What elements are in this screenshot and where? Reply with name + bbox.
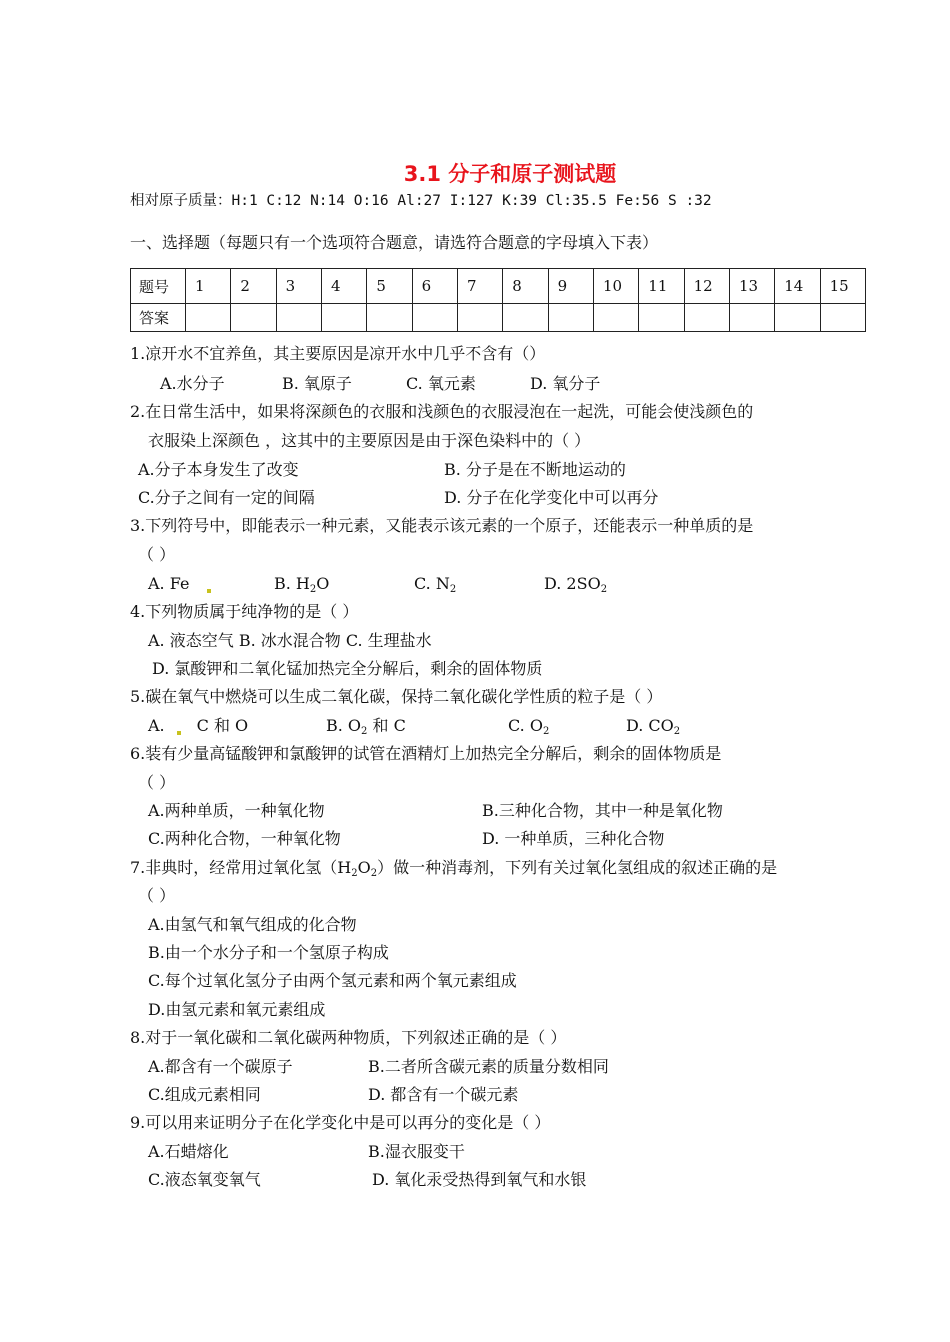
- q3-d-text: D. 2SO: [544, 574, 601, 593]
- q3-c-sub: 2: [449, 584, 457, 595]
- table-head-answer: 答案: [131, 304, 186, 332]
- question-4-stem: 4.下列物质属于纯净物的是（ ）: [130, 602, 359, 621]
- q7-sub-1: 2: [351, 868, 358, 879]
- q5-d-text: D. CO: [626, 716, 674, 735]
- q2-option-a: A.分子本身发生了改变: [138, 460, 299, 479]
- answer-cell[interactable]: [684, 304, 729, 332]
- table-cell: 5: [367, 269, 412, 304]
- q2-option-d: D. 分子在化学变化中可以再分: [444, 488, 659, 507]
- q9-option-d: D. 氧化汞受热得到氧气和水银: [372, 1170, 587, 1189]
- q6-option-d: D. 一种单质，三种化合物: [482, 829, 665, 848]
- q3-c-text: C. N: [414, 574, 450, 593]
- question-9-stem: 9.可以用来证明分子在化学变化中是可以再分的变化是（ ）: [130, 1113, 551, 1132]
- table-head-number: 题号: [131, 269, 186, 304]
- highlight-mark: [207, 589, 211, 593]
- table-cell: 3: [276, 269, 321, 304]
- table-row: [131, 304, 866, 332]
- q3-option-b: [274, 573, 329, 601]
- question-8-stem: 8.对于一氧化碳和二氧化碳两种物质，下列叙述正确的是（ ）: [130, 1028, 567, 1047]
- q6-option-c: C.两种化合物，一种氧化物: [148, 829, 341, 848]
- q8-option-c: C.组成元素相同: [148, 1085, 261, 1104]
- atomic-masses: 相对原子质量：H:1 C:12 N:14 O:16 Al:27 I:127 K:39 Cl:35.5 Fe:56 S :32: [130, 193, 712, 209]
- q5-a-label: A.: [148, 716, 165, 735]
- q5-b-text: B. O: [326, 716, 362, 735]
- q1-option-b: B. 氧原子: [282, 374, 352, 393]
- q5-a-text: C 和 O: [196, 716, 249, 735]
- question-3-stem: 3.下列符号中，即能表示一种元素，又能表示该元素的一个原子，还能表示一种单质的是: [130, 516, 754, 535]
- question-2-stem-cont: 衣服染上深颜色 ，这其中的主要原因是由于深色染料中的（ ）: [148, 431, 591, 450]
- table-cell: 4: [321, 269, 366, 304]
- question-7-stem-cont: （ ）: [138, 886, 176, 905]
- q5-option-a: [148, 715, 248, 737]
- q3-d-sub: 2: [600, 584, 608, 595]
- q5-option-b: [326, 715, 406, 743]
- q5-option-c: [508, 715, 549, 743]
- question-7-stem: [130, 857, 777, 885]
- table-cell: 13: [729, 269, 774, 304]
- q9-option-c: C.液态氧变氧气: [148, 1170, 261, 1189]
- question-6-stem-cont: （ ）: [138, 773, 176, 792]
- q2-option-b: B. 分子是在不断地运动的: [444, 460, 626, 479]
- table-cell: 12: [684, 269, 729, 304]
- q5-d-sub: 2: [673, 726, 681, 737]
- q7-option-a: A.由氢气和氧气组成的化合物: [148, 915, 357, 934]
- answer-cell[interactable]: [729, 304, 774, 332]
- table-cell: 7: [457, 269, 502, 304]
- answer-cell[interactable]: [457, 304, 502, 332]
- page-title: 3.1 分子和原子测试题: [403, 162, 617, 186]
- answer-cell[interactable]: [639, 304, 684, 332]
- q6-option-b: B.三种化合物，其中一种是氧化物: [482, 801, 723, 820]
- section-heading: 一、选择题（每题只有一个选项符合题意，请选符合题意的字母填入下表）: [130, 233, 659, 252]
- question-2-stem: 2.在日常生活中，如果将深颜色的衣服和浅颜色的衣服浸泡在一起洗，可能会使浅颜色的: [130, 402, 754, 421]
- table-cell: 2: [231, 269, 276, 304]
- q7-option-c: C.每个过氧化氢分子由两个氢元素和两个氧元素组成: [148, 971, 517, 990]
- q1-option-a: A.水分子: [160, 374, 225, 393]
- q6-option-a: A.两种单质，一种氧化物: [148, 801, 325, 820]
- answer-table: [130, 268, 866, 332]
- question-5-stem: 5.碳在氧气中燃烧可以生成二氧化碳，保持二氧化碳化学性质的粒子是（ ）: [130, 687, 663, 706]
- q7-stem-c: ）做一种消毒剂，下列有关过氧化氢组成的叙述正确的是: [377, 858, 778, 877]
- table-cell: 9: [548, 269, 593, 304]
- q9-option-a: A.石蜡熔化: [148, 1142, 229, 1161]
- table-cell: 15: [820, 269, 865, 304]
- question-6-stem: 6.装有少量高锰酸钾和氯酸钾的试管在酒精灯上加热完全分解后，剩余的固体物质是: [130, 744, 722, 763]
- table-cell: 14: [775, 269, 820, 304]
- q5-b-sub: 2: [361, 726, 368, 737]
- answer-cell[interactable]: [775, 304, 820, 332]
- q7-stem-b: O: [357, 858, 371, 877]
- highlight-mark: [177, 731, 181, 735]
- q3-b-post: O: [316, 574, 330, 593]
- answer-cell[interactable]: [276, 304, 321, 332]
- question-3-stem-cont: （ ）: [138, 545, 176, 564]
- answer-cell[interactable]: [548, 304, 593, 332]
- q5-c-text: C. O: [508, 716, 543, 735]
- q1-option-c: C. 氧元素: [406, 374, 476, 393]
- q4-option-d: D. 氯酸钾和二氧化锰加热完全分解后，剩余的固体物质: [152, 659, 543, 678]
- question-1-stem: 1.凉开水不宜养鱼，其主要原因是凉开水中几乎不含有（）: [130, 344, 546, 363]
- table-cell: 10: [593, 269, 638, 304]
- q8-option-b: B.二者所含碳元素的质量分数相同: [368, 1057, 609, 1076]
- table-cell: 1: [186, 269, 231, 304]
- q3-option-d: [544, 573, 607, 601]
- q9-option-b: B.湿衣服变干: [368, 1142, 465, 1161]
- answer-cell[interactable]: [321, 304, 366, 332]
- q7-sub-2: 2: [370, 868, 378, 879]
- answer-cell[interactable]: [412, 304, 457, 332]
- q1-option-d: D. 氧分子: [530, 374, 601, 393]
- answer-cell[interactable]: [503, 304, 548, 332]
- table-cell: 8: [503, 269, 548, 304]
- table-cell: 6: [412, 269, 457, 304]
- q4-options-abc: A. 液态空气 B. 冰水混合物 C. 生理盐水: [148, 631, 432, 650]
- q8-option-d: D. 都含有一个碳元素: [368, 1085, 519, 1104]
- q5-c-sub: 2: [542, 726, 550, 737]
- q5-b-post: 和 C: [367, 716, 406, 735]
- table-cell: 11: [639, 269, 684, 304]
- answer-cell[interactable]: [367, 304, 412, 332]
- q7-stem-a: 7.非典时，经常用过氧化氢（H: [130, 858, 352, 877]
- q3-option-a-text: A. Fe: [148, 574, 190, 593]
- answer-cell[interactable]: [593, 304, 638, 332]
- table-row: [131, 269, 866, 304]
- q3-b-sub: 2: [309, 584, 317, 595]
- q7-option-b: B.由一个水分子和一个氢原子构成: [148, 943, 389, 962]
- q3-option-c: [414, 573, 456, 601]
- q2-option-c: C.分子之间有一定的间隔: [138, 488, 315, 507]
- answer-cell[interactable]: [820, 304, 865, 332]
- q3-option-a: [148, 573, 213, 595]
- q7-option-d: D.由氢元素和氧元素组成: [148, 1000, 326, 1019]
- answer-cell[interactable]: [186, 304, 231, 332]
- q8-option-a: A.都含有一个碳原子: [148, 1057, 293, 1076]
- answer-cell[interactable]: [231, 304, 276, 332]
- q5-option-d: [626, 715, 680, 743]
- q3-b-text: B. H: [274, 574, 310, 593]
